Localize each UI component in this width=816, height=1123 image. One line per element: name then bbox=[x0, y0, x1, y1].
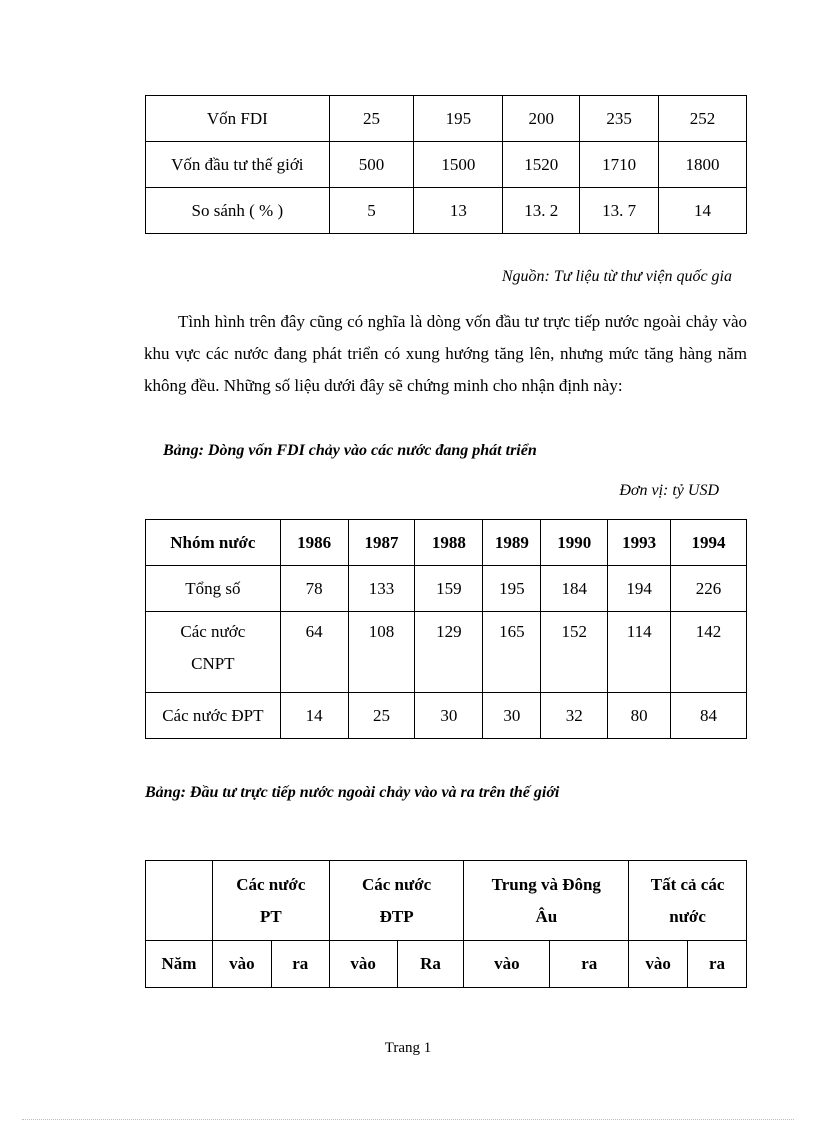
table-cell: 84 bbox=[671, 693, 747, 739]
table-cell: 195 bbox=[483, 566, 541, 612]
table-cell: 159 bbox=[415, 566, 483, 612]
table-row bbox=[146, 142, 747, 188]
table-cell: 1800 bbox=[659, 142, 747, 188]
column-header: 1990 bbox=[541, 520, 608, 566]
table-cell: 14 bbox=[659, 188, 747, 234]
row-label: So sánh ( % ) bbox=[146, 188, 330, 234]
table-cell: 165 bbox=[483, 612, 541, 693]
table-cell: 252 bbox=[659, 96, 747, 142]
row-label: Vốn đầu tư thế giới bbox=[146, 142, 330, 188]
group-header-line: Các nước bbox=[361, 874, 432, 894]
page-number: Trang 1 bbox=[384, 1040, 432, 1056]
table-cell: 1520 bbox=[503, 142, 580, 188]
table-cell: 25 bbox=[329, 96, 414, 142]
table-cell: 108 bbox=[348, 612, 415, 693]
table-cell: 195 bbox=[414, 96, 503, 142]
group-header-line: Âu bbox=[535, 906, 558, 926]
table-cell: 32 bbox=[541, 693, 608, 739]
table-row bbox=[146, 566, 747, 612]
fdi-flows-table bbox=[145, 860, 747, 988]
column-header: 1988 bbox=[415, 520, 483, 566]
table-cell: 500 bbox=[329, 142, 414, 188]
table-subheader-row bbox=[146, 941, 747, 988]
column-header: 1993 bbox=[608, 520, 671, 566]
subheader-cell: vào bbox=[464, 941, 550, 988]
table-cell: 235 bbox=[580, 96, 659, 142]
column-header: 1994 bbox=[671, 520, 747, 566]
group-header bbox=[629, 861, 747, 941]
table-cell: 133 bbox=[348, 566, 415, 612]
table-row bbox=[146, 693, 747, 739]
table-row bbox=[146, 188, 747, 234]
empty-header-cell bbox=[146, 861, 213, 941]
table-cell: 194 bbox=[608, 566, 671, 612]
table-cell: 25 bbox=[348, 693, 415, 739]
group-header-line: nước bbox=[669, 906, 706, 926]
group-header-line: Trung và Đông bbox=[491, 874, 601, 894]
table-cell: 64 bbox=[280, 612, 348, 693]
table-caption-fdi-inflow: Bảng: Dòng vốn FDI chảy vào các nước đang phát triển bbox=[163, 442, 537, 459]
body-paragraph: Tình hình trên đây cũng có nghĩa là dòng vốn đầu tư trực tiếp nước ngoài chảy vào khu vực các nước đang phát triển có xung hướng tăng lên, nhưng mức tăng hàng năm không đều. Những số liệu dưới đây sẽ chứng minh cho nhận định này: bbox=[144, 312, 747, 395]
subheader-cell: ra bbox=[550, 941, 629, 988]
table-row bbox=[146, 96, 747, 142]
table-cell: 5 bbox=[329, 188, 414, 234]
fdi-comparison-table bbox=[145, 95, 747, 234]
table-cell: 129 bbox=[415, 612, 483, 693]
column-header: 1986 bbox=[280, 520, 348, 566]
row-label-line: CNPT bbox=[191, 654, 235, 673]
table-cell: 184 bbox=[541, 566, 608, 612]
row-label: Các nước ĐPT bbox=[146, 693, 281, 739]
group-header-line: PT bbox=[259, 906, 282, 926]
source-note: Nguồn: Tư liệu từ thư viện quốc gia bbox=[501, 268, 732, 285]
subheader-cell: ra bbox=[271, 941, 329, 988]
row-label bbox=[146, 612, 281, 693]
year-label: Năm bbox=[146, 941, 213, 988]
subheader-cell: ra bbox=[688, 941, 747, 988]
row-label: Vốn FDI bbox=[146, 96, 330, 142]
table-cell: 13. 7 bbox=[580, 188, 659, 234]
table-cell: 80 bbox=[608, 693, 671, 739]
table-cell: 13 bbox=[414, 188, 503, 234]
group-header bbox=[212, 861, 329, 941]
table-cell: 13. 2 bbox=[503, 188, 580, 234]
subheader-cell: Ra bbox=[397, 941, 464, 988]
table-cell: 1500 bbox=[414, 142, 503, 188]
table-cell: 30 bbox=[415, 693, 483, 739]
row-label: Tổng số bbox=[146, 566, 281, 612]
group-header-line: Tất cả các bbox=[650, 874, 725, 894]
column-header: 1987 bbox=[348, 520, 415, 566]
subheader-cell: vào bbox=[629, 941, 688, 988]
table-header-row bbox=[146, 861, 747, 941]
table-cell: 114 bbox=[608, 612, 671, 693]
subheader-cell: vào bbox=[329, 941, 397, 988]
table-cell: 30 bbox=[483, 693, 541, 739]
group-header-line: ĐTP bbox=[379, 906, 414, 926]
fdi-inflow-table bbox=[145, 519, 747, 739]
table-cell: 1710 bbox=[580, 142, 659, 188]
table-cell: 78 bbox=[280, 566, 348, 612]
subheader-cell: vào bbox=[212, 941, 271, 988]
table-cell: 152 bbox=[541, 612, 608, 693]
table-caption-fdi-flows: Bảng: Đầu tư trực tiếp nước ngoài chảy vào và ra trên thế giới bbox=[145, 784, 560, 801]
column-header: Nhóm nước bbox=[146, 520, 281, 566]
table-row bbox=[146, 612, 747, 693]
group-header bbox=[329, 861, 464, 941]
group-header-line: Các nước bbox=[236, 874, 306, 894]
column-header: 1989 bbox=[483, 520, 541, 566]
table-header-row bbox=[146, 520, 747, 566]
table-cell: 14 bbox=[280, 693, 348, 739]
table-cell: 226 bbox=[671, 566, 747, 612]
group-header bbox=[464, 861, 629, 941]
page-divider bbox=[22, 1119, 794, 1120]
table-cell: 142 bbox=[671, 612, 747, 693]
row-label-line: Các nước bbox=[180, 622, 246, 641]
unit-note: Đơn vị: tỷ USD bbox=[619, 482, 719, 499]
table-cell: 200 bbox=[503, 96, 580, 142]
